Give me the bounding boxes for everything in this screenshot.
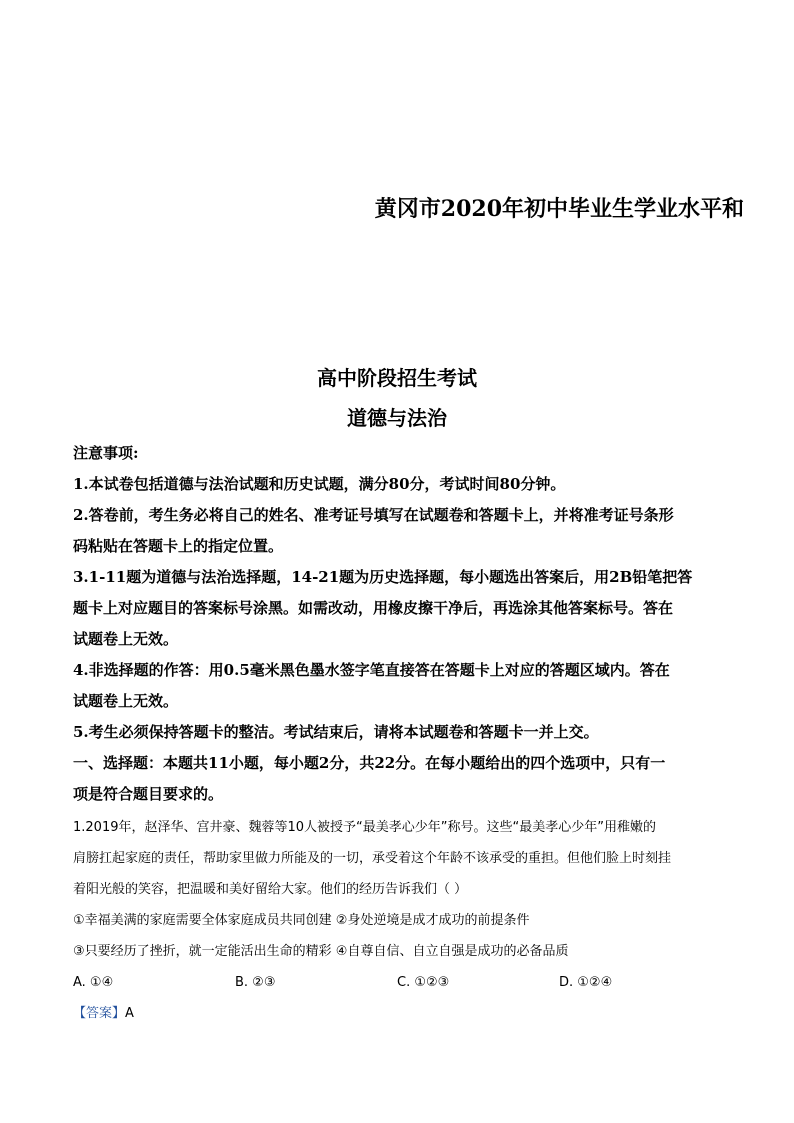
notice-item: 码粘贴在答题卡上的指定位置。 [73,537,284,555]
notice-item: 试题卷上无效。 [73,630,179,648]
question-stem-line: 着阳光般的笑容，把温暖和美好留给大家。他们的经历告诉我们（ ） [73,882,468,897]
notice-item: 2.答卷前，考生务必将自己的姓名、准考证号填写在试题卷和答题卡上，并将准考证号条形 [73,506,674,524]
notice-item: 题卡上对应题目的答案标号涂黑。如需改动，用橡皮擦干净后，再选涂其他答案标号。答在 [73,599,674,617]
section-heading-line1: 一、选择题：本题共11小题，每小题2分，共22分。在每小题给出的四个选项中，只有一 [73,754,666,772]
option-d: D. ①②④ [559,975,613,990]
question-statement: ①幸福美满的家庭需要全体家庭成员共同创建 ②身处逆境是成才成功的前提条件 [73,913,530,928]
exam-title-line1: 黄冈市2020年初中毕业生学业水平和 [374,196,744,222]
notice-item: 4.非选择题的作答：用0.5毫米黑色墨水签字笔直接答在答题卡上对应的答题区域内。答在 [73,661,670,679]
option-b: B. ②③ [235,975,276,990]
question-1 [73,812,728,1029]
answer-line [73,998,728,1029]
question-stem-line: 1.2019年，赵泽华、宫井豪、魏蓉等10人被授予“最美孝心少年”称号。这些“最美孝心少年”用稚嫩的 [73,820,656,835]
notice-item: 试题卷上无效。 [73,692,179,710]
option-a: A. ①④ [73,975,114,990]
question-stem-line: 肩膀扛起家庭的责任，帮助家里做力所能及的一切，承受着这个年龄不该承受的重担。但他们脸上时刻挂 [73,851,672,866]
answer-value: A [125,1006,134,1021]
subject-title: 道德与法治 [347,406,447,430]
question-options [73,967,723,998]
notice-item: 1.本试卷包括道德与法治试题和历史试题，满分80分，考试时间80分钟。 [73,475,566,493]
notice-item: 5.考生必须保持答题卡的整洁。考试结束后，请将本试题卷和答题卡一并上交。 [73,723,599,741]
notice-heading: 注意事项: [73,444,139,462]
section-heading-line2: 项是符合题目要求的。 [73,785,224,803]
notice-item: 3.1-11题为道德与法治选择题，14-21题为历史选择题，每小题选出答案后，用2B铅笔把答 [73,568,693,586]
exam-title-line2: 高中阶段招生考试 [317,366,477,390]
answer-label: 【答案】 [73,1006,126,1021]
option-c: C. ①②③ [397,975,450,990]
notice-section [73,438,723,810]
question-statement: ③只要经历了挫折，就一定能活出生命的精彩 ④自尊自信、自立自强是成功的必备品质 [73,944,569,959]
